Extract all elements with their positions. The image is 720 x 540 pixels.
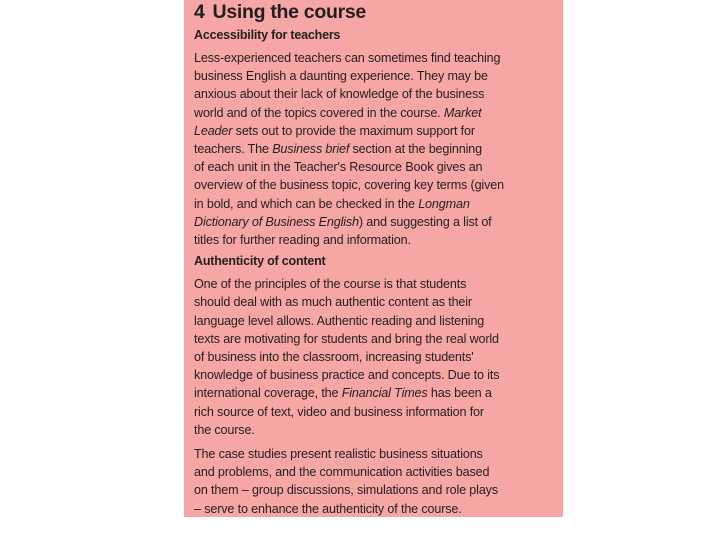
- text-line: [194, 176, 553, 194]
- text-run: language level allows. Authentic reading and listening: [194, 313, 485, 328]
- text-line: [194, 213, 553, 231]
- section-title-text: Using the course: [212, 1, 366, 23]
- text-line: [194, 312, 553, 330]
- accessibility-paragraph: [194, 49, 553, 249]
- text-line: [194, 231, 553, 249]
- text-line: [194, 330, 553, 348]
- text-line: [194, 293, 553, 311]
- text-line: [194, 463, 553, 481]
- text-run: and problems, and the communication activities based: [194, 465, 490, 480]
- text-run: overview of the business topic, covering key terms (given: [194, 178, 504, 193]
- text-run: on them – group discussions, simulations and role plays: [194, 483, 498, 498]
- text-line: [194, 49, 553, 67]
- section-title: [194, 0, 553, 23]
- text-line: [194, 158, 553, 176]
- text-line: [194, 500, 553, 518]
- text-run: world and of the topics covered in the course.: [194, 105, 444, 120]
- text-run: The case studies present realistic business situations: [194, 447, 483, 462]
- text-run: in bold, and which can be checked in the: [194, 196, 419, 211]
- text-run: of business into the classroom, increasing students': [194, 350, 474, 365]
- text-run: business English a daunting experience. They may be: [194, 69, 488, 84]
- text-run: Less-experienced teachers can sometimes find teaching: [194, 51, 501, 65]
- text-run: knowledge of business practice and concepts. Due to its: [194, 368, 500, 383]
- text-line: [194, 85, 553, 103]
- text-run: titles for further reading and information.: [194, 233, 411, 248]
- italic-title: Longman: [418, 196, 470, 211]
- italic-title: Business brief: [272, 142, 350, 157]
- authenticity-heading: Authenticity of content: [194, 254, 326, 269]
- text-run: rich source of text, video and business information for: [194, 404, 484, 419]
- text-line: [194, 403, 553, 421]
- text-run: – serve to enhance the authenticity of the course.: [194, 501, 462, 516]
- accessibility-heading: Accessibility for teachers: [194, 28, 341, 42]
- text-line: [194, 348, 553, 366]
- text-run: anxious about their lack of knowledge of the business: [194, 87, 485, 102]
- italic-title: Market: [443, 105, 482, 120]
- text-line: [194, 122, 553, 140]
- text-line: [194, 481, 553, 499]
- text-line: [194, 366, 553, 384]
- text-line: [194, 67, 553, 85]
- italic-title: Financial Times: [341, 386, 428, 401]
- text-run: of each unit in the Teacher's Resource Book gives an: [194, 160, 483, 175]
- text-run: sets out to provide the maximum support for: [232, 123, 475, 138]
- text-line: [194, 384, 553, 402]
- text-run: the course.: [194, 422, 255, 437]
- text-run: section at the beginning: [349, 142, 482, 157]
- section-number: 4: [194, 1, 205, 23]
- text-run: should deal with as much authentic content as their: [194, 295, 472, 310]
- text-run: international coverage, the: [194, 386, 342, 401]
- document-panel: [184, 0, 563, 517]
- text-line: [194, 275, 553, 293]
- authenticity-paragraph-2: [194, 445, 553, 518]
- text-run: texts are motivating for students and bring the real world: [194, 331, 499, 346]
- italic-title: Dictionary of Business English: [194, 214, 359, 229]
- text-run: One of the principles of the course is that students: [194, 277, 467, 292]
- authenticity-paragraph-1: [194, 275, 553, 439]
- italic-title: Leader: [194, 123, 233, 138]
- text-line: [194, 195, 553, 213]
- text-line: [194, 140, 553, 158]
- text-line: [194, 104, 553, 122]
- text-run: teachers. The: [194, 142, 273, 157]
- text-line: [194, 445, 553, 463]
- text-line: [194, 421, 553, 439]
- text-run: has been a: [427, 386, 492, 401]
- text-run: ) and suggesting a list of: [358, 214, 492, 229]
